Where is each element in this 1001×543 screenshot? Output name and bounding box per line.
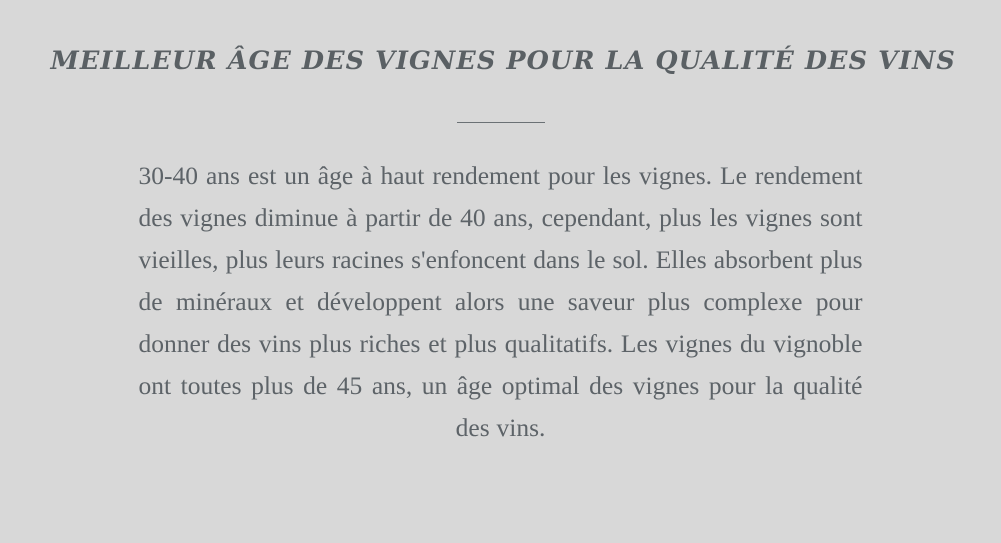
divider [0,122,1001,123]
page-title: MEILLEUR ÂGE DES VIGNES POUR LA QUALITÉ DES VINS [50,46,956,76]
horizontal-rule-icon [457,122,545,123]
body-paragraph: 30-40 ans est un âge à haut rendement pour les vignes. Le rendement des vignes diminue à partir de 40 ans, cependant, plus les vignes sont vieilles, plus leurs racines s'enfoncent dans le sol. Elles absorbent plus de minéraux et développent alors une saveur plus complexe pour donner des vins plus riches et plus qualitatifs. Les vignes du vignoble ont toutes plus de 45 ans, un âge optimal des vignes pour la qualité des vins. [138,160,863,442]
